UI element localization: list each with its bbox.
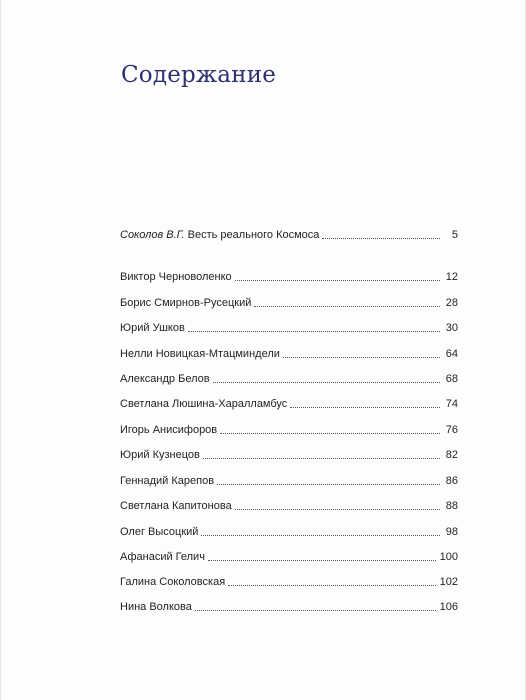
toc-intro-author: Соколов В.Г. xyxy=(120,229,185,241)
toc-page-number: 28 xyxy=(445,297,458,309)
toc-leader-dots xyxy=(228,585,435,586)
toc-leader-dots xyxy=(208,560,436,561)
toc-page-number: 74 xyxy=(445,398,458,410)
toc-leader-dots xyxy=(322,238,440,239)
page-title: Содержание xyxy=(121,62,277,88)
toc-entry[interactable] xyxy=(120,446,458,462)
toc-entry-name: Галина Соколовская xyxy=(120,576,226,588)
toc-page-number: 98 xyxy=(445,526,458,538)
toc-entry[interactable] xyxy=(120,268,458,284)
toc-intro-label xyxy=(120,228,319,242)
toc-leader-dots xyxy=(195,610,436,611)
toc-intro-row[interactable] xyxy=(120,226,458,242)
toc-entry[interactable] xyxy=(120,523,458,539)
toc-entry-name: Борис Смирнов-Русецкий xyxy=(120,297,252,309)
toc-leader-dots xyxy=(203,458,440,459)
toc-entry-name: Светлана Капитонова xyxy=(120,500,232,512)
toc-entry-name: Игорь Анисифоров xyxy=(120,424,218,436)
toc-leader-dots xyxy=(188,331,440,332)
toc-entry[interactable] xyxy=(120,497,458,513)
toc-entry-name: Александр Белов xyxy=(120,373,210,385)
toc-entry[interactable] xyxy=(120,345,458,361)
toc-page-number: 82 xyxy=(445,449,458,461)
toc-entry-name: Светлана Люшина-Харалламбус xyxy=(120,398,288,410)
toc-entry-name: Виктор Черноволенко xyxy=(120,271,232,283)
toc-page-number: 68 xyxy=(445,373,458,385)
toc-entry[interactable] xyxy=(120,370,458,386)
toc-leader-dots xyxy=(283,357,440,358)
toc-entry[interactable] xyxy=(120,598,458,614)
toc-page-number: 100 xyxy=(439,551,458,563)
toc-leader-dots xyxy=(213,382,440,383)
toc-entry[interactable] xyxy=(120,395,458,411)
toc-page-number: 5 xyxy=(451,229,458,241)
toc-page-number: 30 xyxy=(445,322,458,334)
toc-entry-name: Афанасий Гелич xyxy=(120,551,205,563)
toc-entry-name: Олег Высоцкий xyxy=(120,526,199,538)
toc-entry-name: Юрий Ушков xyxy=(120,322,185,334)
toc-entry[interactable] xyxy=(120,294,458,310)
toc-entry[interactable] xyxy=(120,548,458,564)
toc-entry-name: Нелли Новицкая-Мтацминдели xyxy=(120,348,280,360)
toc-page-number: 64 xyxy=(445,348,458,360)
toc-leader-dots xyxy=(290,407,440,408)
toc-entry-name: Юрий Кузнецов xyxy=(120,449,200,461)
toc-leader-dots xyxy=(217,484,440,485)
toc-page-number: 12 xyxy=(445,271,458,283)
toc-entry[interactable] xyxy=(120,573,458,589)
toc-leader-dots xyxy=(235,509,440,510)
toc-leader-dots xyxy=(201,535,440,536)
toc-page-number: 86 xyxy=(445,475,458,487)
toc-page-number: 102 xyxy=(439,576,458,588)
toc-entry[interactable] xyxy=(120,319,458,335)
toc-leader-dots xyxy=(235,280,440,281)
toc-entry-name: Нина Волкова xyxy=(120,601,192,613)
toc-page-number: 76 xyxy=(445,424,458,436)
toc-page-number: 88 xyxy=(445,500,458,512)
toc-leader-dots xyxy=(220,433,440,434)
toc-entry[interactable] xyxy=(120,472,458,488)
toc-leader-dots xyxy=(254,306,440,307)
toc-intro-text: Весть реального Космоса xyxy=(187,229,320,241)
toc-entry-name: Геннадий Карепов xyxy=(120,475,215,487)
toc-page-number: 106 xyxy=(439,601,458,613)
toc-entry[interactable] xyxy=(120,421,458,437)
